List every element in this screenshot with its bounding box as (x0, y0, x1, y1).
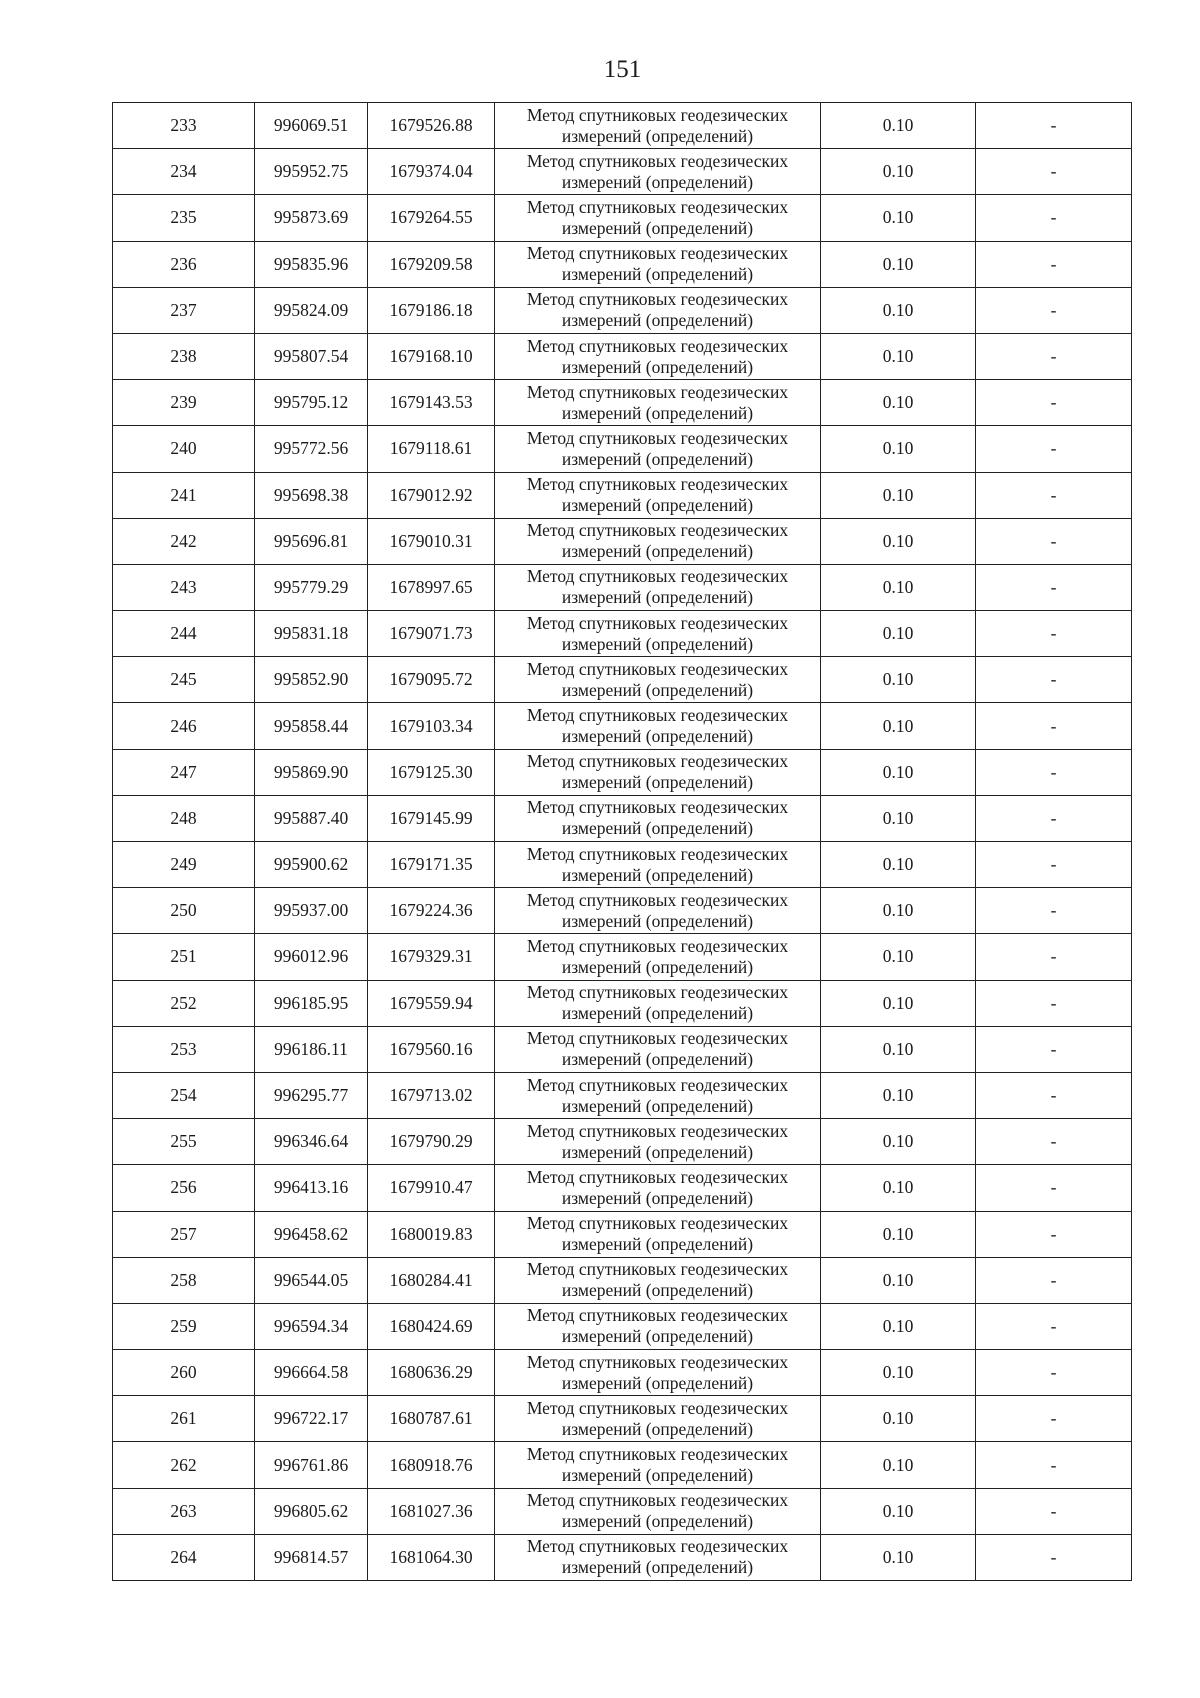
method-text-line-2: измерений (определений) (561, 310, 754, 331)
y-coordinate-cell: 1679209.58 (368, 241, 495, 287)
method-text-line-2: измерений (определений) (561, 1326, 754, 1347)
method-text-line-1: Метод спутниковых геодезических (526, 474, 789, 495)
method-cell (495, 1119, 821, 1165)
method-text-line-1: Метод спутниковых геодезических (526, 104, 789, 125)
table-row (113, 888, 1132, 934)
point-number-cell: 263 (113, 1488, 255, 1534)
accuracy-cell: 0.10 (821, 703, 976, 749)
method-text-line-1: Метод спутниковых геодезических (526, 1305, 789, 1326)
table-row (113, 333, 1132, 379)
method-text-line-1: Метод спутниковых геодезических (526, 982, 789, 1003)
method-text-line-2: измерений (определений) (561, 125, 754, 146)
table-row (113, 749, 1132, 795)
method-text-line-1: Метод спутниковых геодезических (526, 889, 789, 910)
point-number-cell: 239 (113, 380, 255, 426)
point-number-cell: 236 (113, 241, 255, 287)
method-text-line-1: Метод спутниковых геодезических (526, 1166, 789, 1187)
x-coordinate-cell: 995869.90 (255, 749, 368, 795)
accuracy-cell: 0.10 (821, 1534, 976, 1580)
point-number-cell: 254 (113, 1072, 255, 1118)
point-number-cell: 262 (113, 1442, 255, 1488)
table-row (113, 1026, 1132, 1072)
method-text-line-1: Метод спутниковых геодезических (526, 196, 789, 217)
table-row (113, 195, 1132, 241)
method-cell (495, 934, 821, 980)
y-coordinate-cell: 1679071.73 (368, 611, 495, 657)
method-cell (495, 1026, 821, 1072)
table-row (113, 1534, 1132, 1580)
point-number-cell: 251 (113, 934, 255, 980)
table-row (113, 980, 1132, 1026)
table-row (113, 842, 1132, 888)
point-number-cell: 260 (113, 1350, 255, 1396)
description-cell: - (976, 980, 1132, 1026)
method-cell (495, 426, 821, 472)
accuracy-cell: 0.10 (821, 657, 976, 703)
y-coordinate-cell: 1679143.53 (368, 380, 495, 426)
description-cell: - (976, 380, 1132, 426)
point-number-cell: 234 (113, 149, 255, 195)
method-cell (495, 749, 821, 795)
y-coordinate-cell: 1679329.31 (368, 934, 495, 980)
method-text-line-2: измерений (определений) (561, 1280, 754, 1301)
point-number-cell: 241 (113, 472, 255, 518)
method-cell (495, 888, 821, 934)
table-row (113, 426, 1132, 472)
accuracy-cell: 0.10 (821, 564, 976, 610)
accuracy-cell: 0.10 (821, 380, 976, 426)
method-text-line-2: измерений (определений) (561, 1372, 754, 1393)
method-cell (495, 1165, 821, 1211)
point-number-cell: 249 (113, 842, 255, 888)
method-cell (495, 1442, 821, 1488)
y-coordinate-cell: 1679559.94 (368, 980, 495, 1026)
x-coordinate-cell: 995900.62 (255, 842, 368, 888)
method-text-line-2: измерений (определений) (561, 633, 754, 654)
y-coordinate-cell: 1680424.69 (368, 1303, 495, 1349)
table-row (113, 103, 1132, 149)
description-cell: - (976, 426, 1132, 472)
method-text-line-1: Метод спутниковых геодезических (526, 427, 789, 448)
coordinates-table (112, 102, 1132, 1581)
method-text-line-2: измерений (определений) (561, 818, 754, 839)
point-number-cell: 238 (113, 333, 255, 379)
x-coordinate-cell: 996761.86 (255, 1442, 368, 1488)
x-coordinate-cell: 996458.62 (255, 1211, 368, 1257)
method-cell (495, 703, 821, 749)
x-coordinate-cell: 995937.00 (255, 888, 368, 934)
description-cell: - (976, 1534, 1132, 1580)
method-text-line-1: Метод спутниковых геодезических (526, 1444, 789, 1465)
description-cell: - (976, 888, 1132, 934)
description-cell: - (976, 1257, 1132, 1303)
method-cell (495, 380, 821, 426)
y-coordinate-cell: 1680284.41 (368, 1257, 495, 1303)
accuracy-cell: 0.10 (821, 1165, 976, 1211)
table-row (113, 241, 1132, 287)
method-text-line-1: Метод спутниковых геодезических (526, 335, 789, 356)
method-text-line-2: измерений (определений) (561, 402, 754, 423)
method-text-line-1: Метод спутниковых геодезических (526, 612, 789, 633)
method-text-line-1: Метод спутниковых геодезических (526, 1120, 789, 1141)
accuracy-cell: 0.10 (821, 795, 976, 841)
method-text-line-2: измерений (определений) (561, 495, 754, 516)
description-cell: - (976, 1303, 1132, 1349)
method-text-line-2: измерений (определений) (561, 1187, 754, 1208)
description-cell: - (976, 287, 1132, 333)
method-text-line-1: Метод спутниковых геодезических (526, 566, 789, 587)
y-coordinate-cell: 1679264.55 (368, 195, 495, 241)
accuracy-cell: 0.10 (821, 518, 976, 564)
method-text-line-2: измерений (определений) (561, 1465, 754, 1486)
point-number-cell: 243 (113, 564, 255, 610)
method-text-line-2: измерений (определений) (561, 772, 754, 793)
x-coordinate-cell: 995795.12 (255, 380, 368, 426)
table-row (113, 611, 1132, 657)
accuracy-cell: 0.10 (821, 1257, 976, 1303)
x-coordinate-cell: 996814.57 (255, 1534, 368, 1580)
description-cell: - (976, 1072, 1132, 1118)
point-number-cell: 255 (113, 1119, 255, 1165)
x-coordinate-cell: 995807.54 (255, 333, 368, 379)
table-row (113, 1303, 1132, 1349)
point-number-cell: 258 (113, 1257, 255, 1303)
method-text-line-1: Метод спутниковых геодезических (526, 150, 789, 171)
description-cell: - (976, 241, 1132, 287)
method-text-line-1: Метод спутниковых геодезических (526, 1213, 789, 1234)
y-coordinate-cell: 1679186.18 (368, 287, 495, 333)
method-cell (495, 1534, 821, 1580)
description-cell: - (976, 149, 1132, 195)
point-number-cell: 264 (113, 1534, 255, 1580)
x-coordinate-cell: 996012.96 (255, 934, 368, 980)
method-text-line-2: измерений (определений) (561, 864, 754, 885)
point-number-cell: 261 (113, 1396, 255, 1442)
table-row (113, 657, 1132, 703)
method-cell (495, 611, 821, 657)
method-cell (495, 195, 821, 241)
page-number: 151 (603, 56, 642, 83)
method-text-line-1: Метод спутниковых геодезических (526, 1490, 789, 1511)
x-coordinate-cell: 995772.56 (255, 426, 368, 472)
accuracy-cell: 0.10 (821, 195, 976, 241)
method-text-line-2: измерений (определений) (561, 679, 754, 700)
method-text-line-2: измерений (определений) (561, 726, 754, 747)
method-cell (495, 980, 821, 1026)
method-text-line-1: Метод спутниковых геодезических (526, 797, 789, 818)
accuracy-cell: 0.10 (821, 611, 976, 657)
method-cell (495, 1211, 821, 1257)
method-text-line-2: измерений (определений) (561, 956, 754, 977)
x-coordinate-cell: 995831.18 (255, 611, 368, 657)
method-cell (495, 241, 821, 287)
method-text-line-2: измерений (определений) (561, 1557, 754, 1578)
method-cell (495, 472, 821, 518)
accuracy-cell: 0.10 (821, 888, 976, 934)
y-coordinate-cell: 1680636.29 (368, 1350, 495, 1396)
point-number-cell: 257 (113, 1211, 255, 1257)
y-coordinate-cell: 1679095.72 (368, 657, 495, 703)
x-coordinate-cell: 996805.62 (255, 1488, 368, 1534)
accuracy-cell: 0.10 (821, 1119, 976, 1165)
point-number-cell: 237 (113, 287, 255, 333)
accuracy-cell: 0.10 (821, 287, 976, 333)
y-coordinate-cell: 1678997.65 (368, 564, 495, 610)
accuracy-cell: 0.10 (821, 241, 976, 287)
y-coordinate-cell: 1681064.30 (368, 1534, 495, 1580)
y-coordinate-cell: 1680787.61 (368, 1396, 495, 1442)
x-coordinate-cell: 996544.05 (255, 1257, 368, 1303)
description-cell: - (976, 1488, 1132, 1534)
accuracy-cell: 0.10 (821, 426, 976, 472)
method-cell (495, 1072, 821, 1118)
table-row (113, 564, 1132, 610)
method-text-line-1: Метод спутниковых геодезических (526, 935, 789, 956)
accuracy-cell: 0.10 (821, 1072, 976, 1118)
accuracy-cell: 0.10 (821, 934, 976, 980)
x-coordinate-cell: 996664.58 (255, 1350, 368, 1396)
y-coordinate-cell: 1679012.92 (368, 472, 495, 518)
x-coordinate-cell: 996186.11 (255, 1026, 368, 1072)
method-text-line-2: измерений (определений) (561, 1003, 754, 1024)
x-coordinate-cell: 996413.16 (255, 1165, 368, 1211)
y-coordinate-cell: 1680019.83 (368, 1211, 495, 1257)
table-row (113, 1257, 1132, 1303)
method-text-line-2: измерений (определений) (561, 171, 754, 192)
method-cell (495, 1488, 821, 1534)
x-coordinate-cell: 995852.90 (255, 657, 368, 703)
description-cell: - (976, 842, 1132, 888)
method-text-line-2: измерений (определений) (561, 1049, 754, 1070)
table-row (113, 1350, 1132, 1396)
y-coordinate-cell: 1679374.04 (368, 149, 495, 195)
point-number-cell: 259 (113, 1303, 255, 1349)
x-coordinate-cell: 996185.95 (255, 980, 368, 1026)
description-cell: - (976, 1350, 1132, 1396)
description-cell: - (976, 518, 1132, 564)
table-row (113, 149, 1132, 195)
description-cell: - (976, 195, 1132, 241)
point-number-cell: 245 (113, 657, 255, 703)
method-text-line-1: Метод спутниковых геодезических (526, 520, 789, 541)
description-cell: - (976, 1119, 1132, 1165)
accuracy-cell: 0.10 (821, 1026, 976, 1072)
y-coordinate-cell: 1679790.29 (368, 1119, 495, 1165)
table-row (113, 1488, 1132, 1534)
method-text-line-2: измерений (определений) (561, 1234, 754, 1255)
accuracy-cell: 0.10 (821, 149, 976, 195)
y-coordinate-cell: 1679526.88 (368, 103, 495, 149)
method-cell (495, 518, 821, 564)
method-text-line-2: измерений (определений) (561, 1141, 754, 1162)
description-cell: - (976, 1211, 1132, 1257)
table-row (113, 380, 1132, 426)
x-coordinate-cell: 996069.51 (255, 103, 368, 149)
x-coordinate-cell: 995779.29 (255, 564, 368, 610)
table-row (113, 1165, 1132, 1211)
method-text-line-2: измерений (определений) (561, 1095, 754, 1116)
method-text-line-1: Метод спутниковых геодезических (526, 751, 789, 772)
method-cell (495, 1303, 821, 1349)
y-coordinate-cell: 1679171.35 (368, 842, 495, 888)
x-coordinate-cell: 995835.96 (255, 241, 368, 287)
y-coordinate-cell: 1679910.47 (368, 1165, 495, 1211)
accuracy-cell: 0.10 (821, 333, 976, 379)
table-row (113, 518, 1132, 564)
method-text-line-1: Метод спутниковых геодезических (526, 705, 789, 726)
description-cell: - (976, 564, 1132, 610)
method-text-line-1: Метод спутниковых геодезических (526, 1028, 789, 1049)
description-cell: - (976, 333, 1132, 379)
method-cell (495, 103, 821, 149)
method-text-line-1: Метод спутниковых геодезических (526, 843, 789, 864)
description-cell: - (976, 657, 1132, 703)
method-cell (495, 564, 821, 610)
y-coordinate-cell: 1679145.99 (368, 795, 495, 841)
accuracy-cell: 0.10 (821, 103, 976, 149)
description-cell: - (976, 103, 1132, 149)
coordinates-table-body (113, 103, 1132, 1581)
accuracy-cell: 0.10 (821, 1396, 976, 1442)
method-cell (495, 149, 821, 195)
description-cell: - (976, 703, 1132, 749)
table-row (113, 1072, 1132, 1118)
point-number-cell: 250 (113, 888, 255, 934)
x-coordinate-cell: 995858.44 (255, 703, 368, 749)
point-number-cell: 256 (113, 1165, 255, 1211)
point-number-cell: 242 (113, 518, 255, 564)
method-cell (495, 333, 821, 379)
method-cell (495, 1396, 821, 1442)
table-row (113, 472, 1132, 518)
method-text-line-2: измерений (определений) (561, 217, 754, 238)
accuracy-cell: 0.10 (821, 1488, 976, 1534)
table-row (113, 1442, 1132, 1488)
x-coordinate-cell: 995952.75 (255, 149, 368, 195)
y-coordinate-cell: 1679125.30 (368, 749, 495, 795)
point-number-cell: 235 (113, 195, 255, 241)
method-text-line-1: Метод спутниковых геодезических (526, 1397, 789, 1418)
description-cell: - (976, 795, 1132, 841)
accuracy-cell: 0.10 (821, 749, 976, 795)
description-cell: - (976, 1165, 1132, 1211)
table-row (113, 934, 1132, 980)
x-coordinate-cell: 996346.64 (255, 1119, 368, 1165)
y-coordinate-cell: 1680918.76 (368, 1442, 495, 1488)
x-coordinate-cell: 995824.09 (255, 287, 368, 333)
accuracy-cell: 0.10 (821, 980, 976, 1026)
y-coordinate-cell: 1679168.10 (368, 333, 495, 379)
point-number-cell: 248 (113, 795, 255, 841)
point-number-cell: 244 (113, 611, 255, 657)
description-cell: - (976, 749, 1132, 795)
method-text-line-2: измерений (определений) (561, 264, 754, 285)
x-coordinate-cell: 996295.77 (255, 1072, 368, 1118)
method-cell (495, 657, 821, 703)
method-text-line-2: измерений (определений) (561, 910, 754, 931)
x-coordinate-cell: 996722.17 (255, 1396, 368, 1442)
description-cell: - (976, 611, 1132, 657)
description-cell: - (976, 1442, 1132, 1488)
description-cell: - (976, 472, 1132, 518)
table-row (113, 703, 1132, 749)
y-coordinate-cell: 1681027.36 (368, 1488, 495, 1534)
x-coordinate-cell: 996594.34 (255, 1303, 368, 1349)
table-row (113, 1211, 1132, 1257)
method-cell (495, 1257, 821, 1303)
method-cell (495, 287, 821, 333)
method-text-line-1: Метод спутниковых геодезических (526, 289, 789, 310)
y-coordinate-cell: 1679224.36 (368, 888, 495, 934)
table-row (113, 1119, 1132, 1165)
y-coordinate-cell: 1679010.31 (368, 518, 495, 564)
method-cell (495, 1350, 821, 1396)
method-text-line-2: измерений (определений) (561, 587, 754, 608)
method-text-line-2: измерений (определений) (561, 541, 754, 562)
method-text-line-2: измерений (определений) (561, 1511, 754, 1532)
accuracy-cell: 0.10 (821, 1350, 976, 1396)
y-coordinate-cell: 1679713.02 (368, 1072, 495, 1118)
accuracy-cell: 0.10 (821, 1442, 976, 1488)
table-row (113, 1396, 1132, 1442)
point-number-cell: 240 (113, 426, 255, 472)
y-coordinate-cell: 1679103.34 (368, 703, 495, 749)
description-cell: - (976, 1026, 1132, 1072)
description-cell: - (976, 1396, 1132, 1442)
method-text-line-2: измерений (определений) (561, 356, 754, 377)
table-row (113, 287, 1132, 333)
method-cell (495, 842, 821, 888)
x-coordinate-cell: 995887.40 (255, 795, 368, 841)
y-coordinate-cell: 1679118.61 (368, 426, 495, 472)
method-text-line-2: измерений (определений) (561, 1418, 754, 1439)
method-text-line-1: Метод спутниковых геодезических (526, 1074, 789, 1095)
point-number-cell: 246 (113, 703, 255, 749)
method-text-line-1: Метод спутниковых геодезических (526, 1351, 789, 1372)
method-text-line-1: Метод спутниковых геодезических (526, 381, 789, 402)
method-text-line-1: Метод спутниковых геодезических (526, 243, 789, 264)
accuracy-cell: 0.10 (821, 1303, 976, 1349)
accuracy-cell: 0.10 (821, 842, 976, 888)
method-cell (495, 795, 821, 841)
point-number-cell: 247 (113, 749, 255, 795)
method-text-line-1: Метод спутниковых геодезических (526, 1536, 789, 1557)
method-text-line-1: Метод спутниковых геодезических (526, 1259, 789, 1280)
x-coordinate-cell: 995696.81 (255, 518, 368, 564)
table-row (113, 795, 1132, 841)
point-number-cell: 233 (113, 103, 255, 149)
method-text-line-2: измерений (определений) (561, 448, 754, 469)
method-text-line-1: Метод спутниковых геодезических (526, 658, 789, 679)
accuracy-cell: 0.10 (821, 1211, 976, 1257)
accuracy-cell: 0.10 (821, 472, 976, 518)
description-cell: - (976, 934, 1132, 980)
y-coordinate-cell: 1679560.16 (368, 1026, 495, 1072)
point-number-cell: 252 (113, 980, 255, 1026)
x-coordinate-cell: 995698.38 (255, 472, 368, 518)
point-number-cell: 253 (113, 1026, 255, 1072)
x-coordinate-cell: 995873.69 (255, 195, 368, 241)
